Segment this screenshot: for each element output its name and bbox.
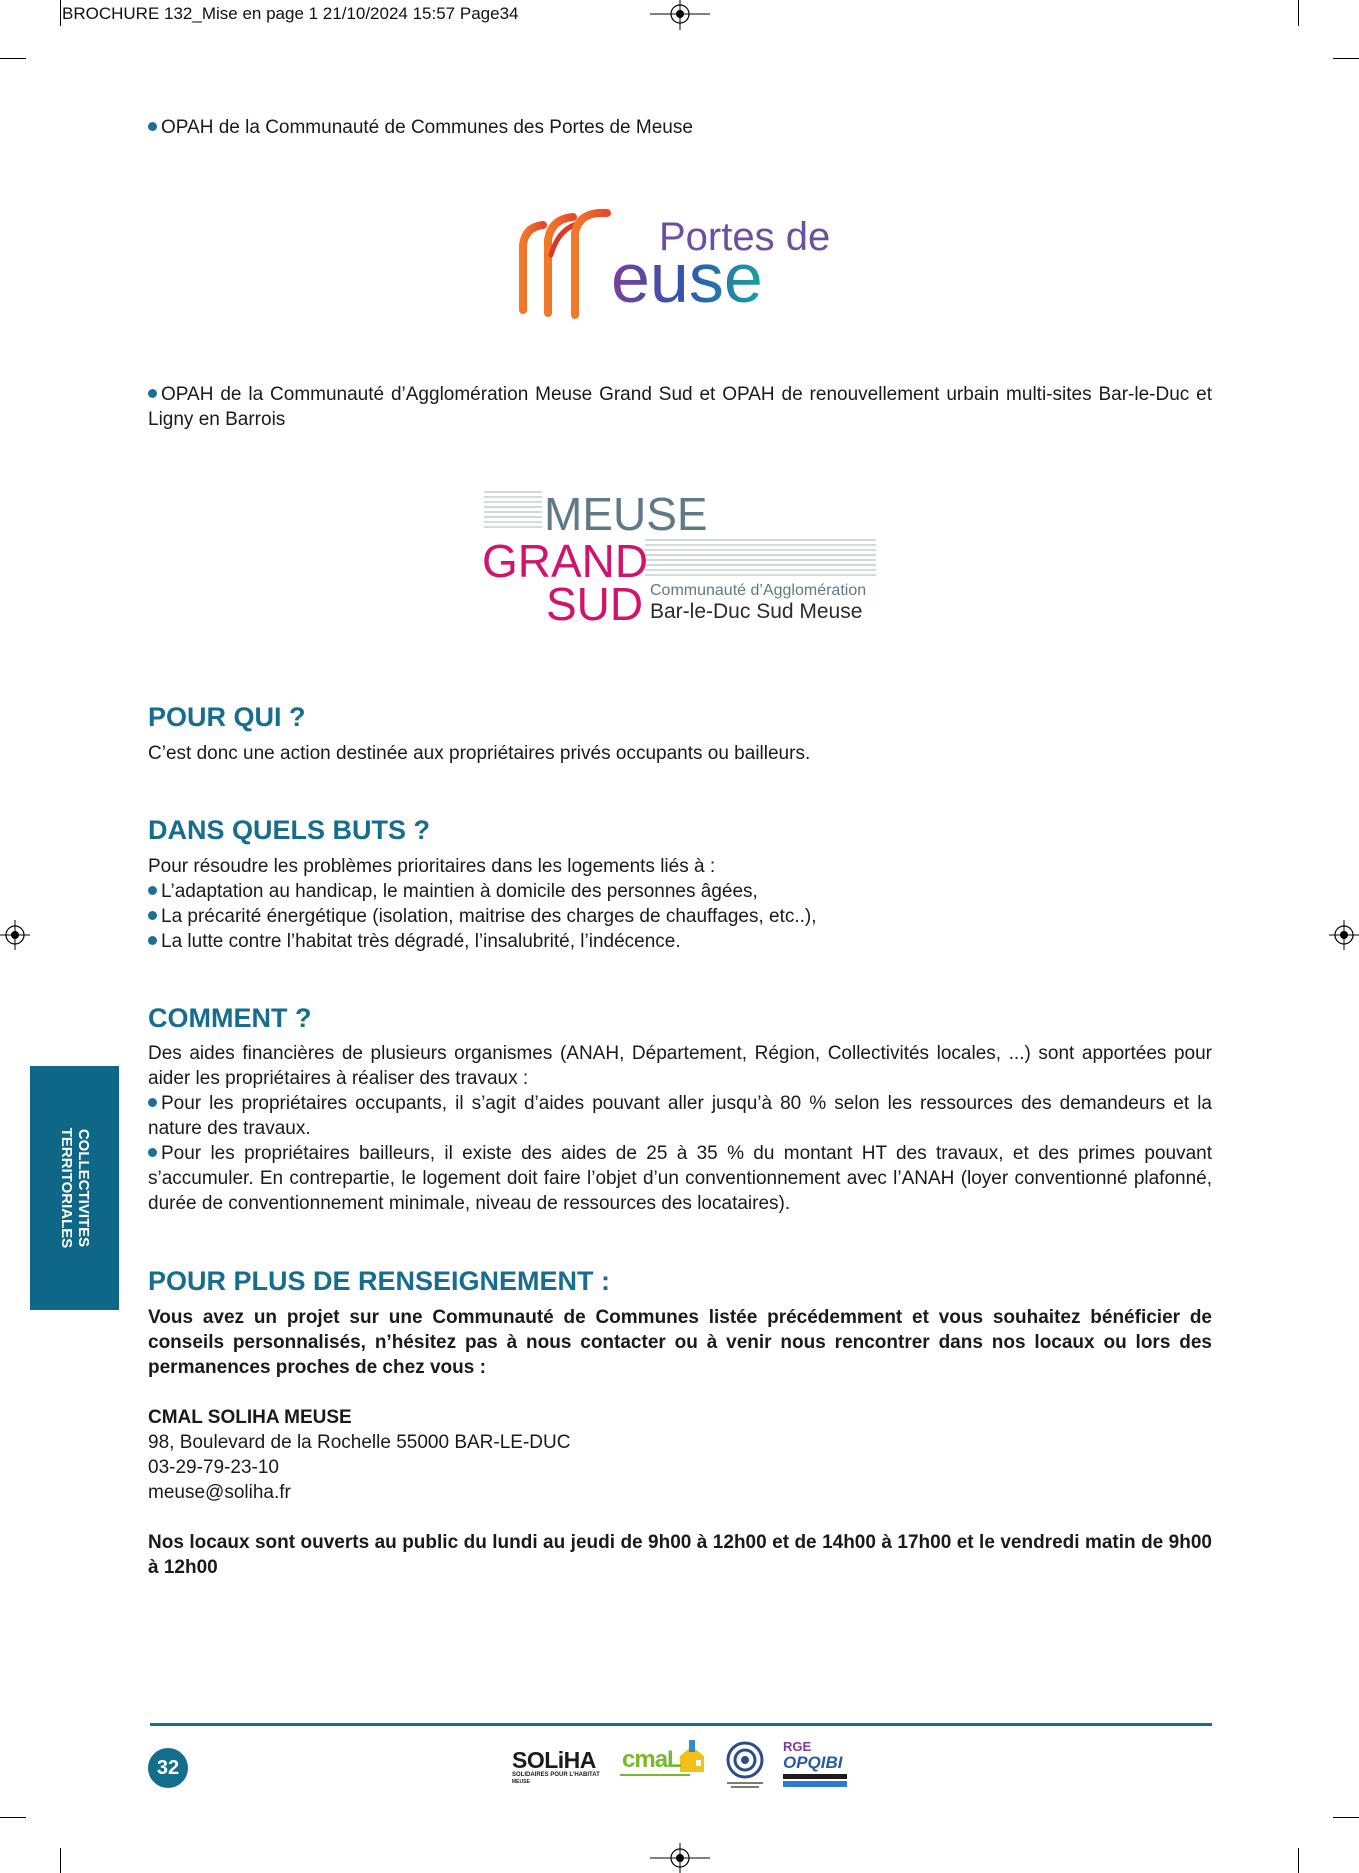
- registration-mark-bottom: [650, 1843, 710, 1873]
- contact-phone: 03-29-79-23-10: [148, 1457, 279, 1478]
- section-side-tab: [30, 1066, 119, 1310]
- comment-intro: Des aides financières de plusieurs organismes (ANAH, Département, Région, Collectivités locales, ...) sont apportées pour aider les propriétaires à réaliser des travaux :: [148, 1043, 1212, 1089]
- soliha-logo: [512, 1748, 612, 1794]
- registration-mark-top: [650, 0, 710, 30]
- opqibi-text: OPQIBI: [783, 1753, 843, 1772]
- page-number: 32: [148, 1748, 188, 1788]
- portes-de-meuse-logo: [515, 205, 845, 320]
- footer-rule: [150, 1723, 1212, 1726]
- opah-grand-sud-line: OPAH de la Communauté d’Agglomération Meuse Grand Sud et OPAH de renouvellement urbain multi-sites Bar-le-Duc et Ligny en Barrois: [148, 384, 1212, 430]
- soliha-sub: MEUSE: [512, 1779, 530, 1785]
- registration-mark-left: [0, 920, 30, 950]
- accreditation-seal-icon: [723, 1740, 767, 1790]
- print-slug: BROCHURE 132_Mise en page 1 21/10/2024 15:57 Page34: [62, 4, 519, 23]
- side-tab-line1: COLLECTIVITES: [74, 1128, 92, 1248]
- sud-text: SUD: [546, 578, 644, 623]
- side-tab-line2: TERRITORIALES: [57, 1127, 75, 1249]
- contact-org: CMAL SOLIHA MEUSE: [148, 1407, 352, 1428]
- rge-text: RGE: [783, 1739, 812, 1754]
- list-item: La lutte contre l’habitat très dégradé, l’insalubrité, l’indécence.: [148, 929, 1212, 954]
- pour-qui-text: C’est donc une action destinée aux propriétaires privés occupants ou bailleurs.: [148, 743, 811, 764]
- bullet-icon: [148, 1098, 157, 1107]
- list-item: Pour les propriétaires occupants, il s’agit d’aides pouvant aller jusqu’à 80 % selon les ressources des demandeurs et la nature des travaux.: [148, 1093, 1212, 1139]
- euse-text: euse: [611, 239, 763, 317]
- registration-mark-right: [1329, 920, 1359, 950]
- comment-body: [148, 1041, 1212, 1216]
- agglomeration-text: Communauté d’Agglomération: [650, 582, 867, 599]
- pour-qui-heading: POUR QUI ?: [148, 702, 306, 732]
- soliha-wordmark: SOLiHA: [512, 1747, 596, 1773]
- soliha-tagline: SOLIDAIRES POUR L’HABITAT: [512, 1772, 600, 1778]
- list-item: Pour les propriétaires bailleurs, il existe des aides de 25 à 35 % du montant HT des travaux, et des primes pouvant s’accumuler. En contrepartie, le logement doit faire l’objet d’un conventionnement avec l’ANAH (loyer conventionné plafonné, durée de conventionnement minimale, niveau de ressources des locataires).: [148, 1143, 1212, 1214]
- rge-opqibi-logo: [783, 1740, 853, 1792]
- bullet-icon: [148, 389, 157, 398]
- bar-le-duc-text: Bar-le-Duc Sud Meuse: [650, 600, 863, 623]
- dans-quels-buts-heading: DANS QUELS BUTS ?: [148, 815, 431, 845]
- contact-block: [148, 1405, 1212, 1505]
- renseignement-intro: Vous avez un projet sur une Communauté de Communes listée précédemment et vous souhaitez bénéficier de conseils personnalisés, n’hésitez pas à nous contacter ou à venir nous rencontrer dans nos locaux ou lors des permanences proches de chez vous :: [148, 1307, 1212, 1378]
- grand-text: GRAND: [482, 535, 649, 587]
- bullet-icon: [148, 1148, 157, 1157]
- renseignement-heading: POUR PLUS DE RENSEIGNEMENT :: [148, 1266, 611, 1296]
- dans-quels-buts-list: [148, 854, 1212, 954]
- cmal-logo: [620, 1738, 710, 1788]
- list-item: L’adaptation au handicap, le maintien à domicile des personnes âgées,: [148, 879, 1212, 904]
- bullet-icon: [148, 122, 157, 131]
- comment-heading: COMMENT ?: [148, 1003, 312, 1033]
- cmal-wordmark: cmaL: [622, 1746, 681, 1773]
- meuse-grand-sud-logo: [480, 488, 880, 623]
- bullet-icon: [148, 911, 157, 920]
- portes-de-text: Portes de: [659, 215, 831, 259]
- dans-quels-buts-intro: Pour résoudre les problèmes prioritaires dans les logements liés à :: [148, 856, 716, 877]
- contact-email[interactable]: meuse@soliha.fr: [148, 1482, 291, 1503]
- meuse-text: MEUSE: [544, 488, 708, 540]
- opening-hours: Nos locaux sont ouverts au public du lundi au jeudi de 9h00 à 12h00 et de 14h00 à 17h00 et le vendredi matin de 9h00 à 12h00: [148, 1532, 1212, 1578]
- contact-address: 98, Boulevard de la Rochelle 55000 BAR-LE-DUC: [148, 1432, 571, 1453]
- bullet-icon: [148, 886, 157, 895]
- opah-portes-line: OPAH de la Communauté de Communes des Portes de Meuse: [148, 115, 1212, 140]
- list-item: La précarité énergétique (isolation, maitrise des charges de chauffages, etc..),: [148, 904, 1212, 929]
- bullet-icon: [148, 936, 157, 945]
